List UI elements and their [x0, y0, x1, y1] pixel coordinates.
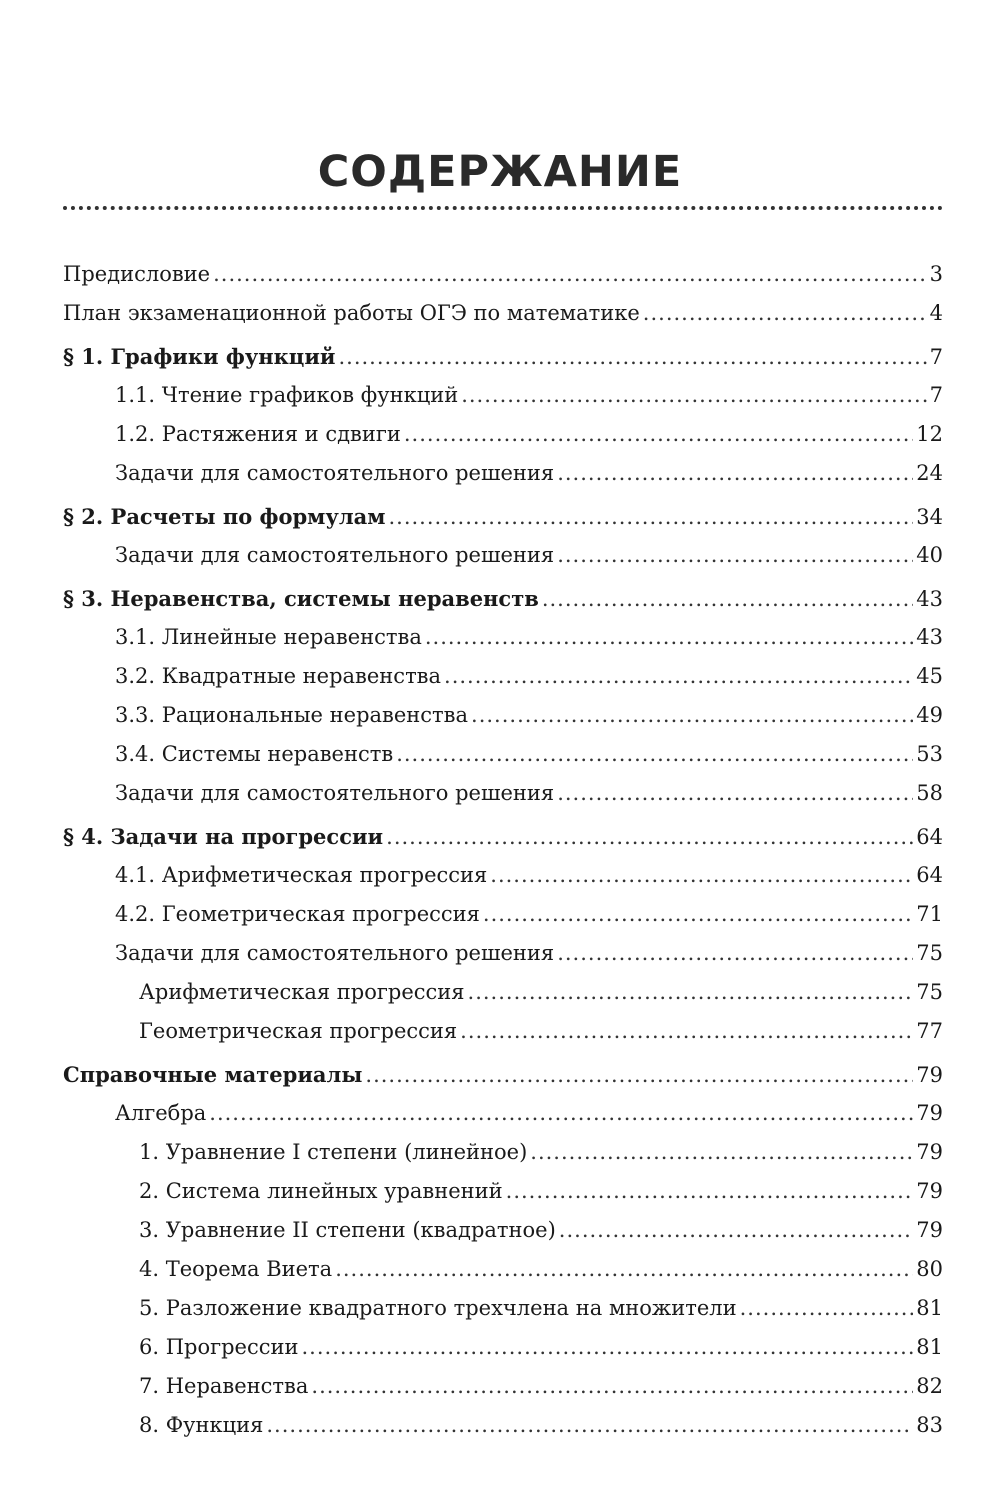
table-of-contents — [63, 262, 943, 1452]
toc-entry-page-number: 79 — [916, 1179, 943, 1203]
toc-entry[interactable] — [63, 1062, 943, 1101]
toc-entry[interactable] — [63, 625, 943, 664]
toc-entry[interactable] — [63, 1101, 943, 1140]
toc-entry-page-number: 80 — [916, 1257, 943, 1281]
toc-entry-title: План экзаменационной работы ОГЭ по математике — [63, 301, 640, 325]
toc-entry-title: Арифметическая прогрессия — [139, 980, 465, 1004]
toc-entry-title: § 3. Неравенства, системы неравенств — [63, 586, 539, 611]
toc-entry-page-number: 43 — [916, 587, 943, 611]
toc-entry[interactable] — [63, 1140, 943, 1179]
toc-entry[interactable] — [63, 1179, 943, 1218]
toc-entry-page-number: 34 — [916, 505, 943, 529]
toc-entry-title: 1.2. Растяжения и сдвиги — [115, 422, 401, 446]
dot-leader — [557, 781, 913, 805]
toc-entry-title: 4.1. Арифметическая прогрессия — [115, 863, 488, 887]
toc-entry-page-number: 49 — [916, 703, 943, 727]
toc-entry-page-number: 81 — [916, 1335, 943, 1359]
toc-entry-page-number: 64 — [916, 863, 943, 887]
dot-leader — [530, 1140, 913, 1164]
toc-entry-page-number: 79 — [916, 1063, 943, 1087]
toc-entry-title: Справочные материалы — [63, 1062, 363, 1087]
dot-leader — [338, 345, 926, 369]
toc-entry-title: 3. Уравнение II степени (квадратное) — [139, 1218, 556, 1242]
dot-leader — [302, 1335, 914, 1359]
toc-entry[interactable] — [63, 383, 943, 422]
toc-entry[interactable] — [63, 504, 943, 543]
toc-entry[interactable] — [63, 742, 943, 781]
dot-leader — [311, 1374, 913, 1398]
toc-entry-page-number: 64 — [916, 825, 943, 849]
dot-leader — [213, 262, 927, 286]
toc-entry[interactable] — [63, 1019, 943, 1058]
toc-entry-title: 3.1. Линейные неравенства — [115, 625, 422, 649]
toc-entry[interactable] — [63, 262, 943, 301]
toc-entry-title: 8. Функция — [139, 1413, 264, 1437]
toc-entry-title: § 1. Графики функций — [63, 344, 336, 369]
toc-entry[interactable] — [63, 902, 943, 941]
dot-leader — [404, 422, 913, 446]
toc-entry-title: Алгебра — [115, 1101, 207, 1125]
toc-entry-page-number: 77 — [916, 1019, 943, 1043]
dot-leader — [557, 461, 913, 485]
dot-leader — [557, 941, 913, 965]
toc-entry[interactable] — [63, 422, 943, 461]
toc-entry[interactable] — [63, 941, 943, 980]
dot-leader — [643, 301, 927, 325]
toc-entry-page-number: 43 — [916, 625, 943, 649]
toc-entry[interactable] — [63, 980, 943, 1019]
dotted-divider — [63, 206, 943, 210]
toc-entry[interactable] — [63, 543, 943, 582]
toc-entry-page-number: 7 — [929, 345, 943, 369]
toc-entry-title: Задачи для самостоятельного решения — [115, 941, 555, 965]
toc-entry[interactable] — [63, 1257, 943, 1296]
dot-leader — [559, 1218, 913, 1242]
toc-entry-title: § 4. Задачи на прогрессии — [63, 824, 384, 849]
toc-entry-title: Предисловие — [63, 262, 211, 286]
toc-entry-title: 3.3. Рациональные неравенства — [115, 703, 469, 727]
toc-entry-page-number: 4 — [929, 301, 943, 325]
dot-leader — [542, 587, 913, 611]
toc-entry-page-number: 79 — [916, 1101, 943, 1125]
toc-entry-page-number: 75 — [916, 980, 943, 1004]
toc-entry-title: Задачи для самостоятельного решения — [115, 461, 555, 485]
toc-entry[interactable] — [63, 1413, 943, 1452]
dot-leader — [740, 1296, 914, 1320]
toc-entry-page-number: 40 — [916, 543, 943, 567]
toc-entry[interactable] — [63, 461, 943, 500]
toc-entry-title: 4. Теорема Виета — [139, 1257, 333, 1281]
toc-entry-page-number: 3 — [929, 262, 943, 286]
dot-leader — [557, 543, 913, 567]
dot-leader — [266, 1413, 913, 1437]
toc-entry[interactable] — [63, 1218, 943, 1257]
dot-leader — [490, 863, 913, 887]
dot-leader — [335, 1257, 913, 1281]
toc-entry-title: 3.2. Квадратные неравенства — [115, 664, 442, 688]
toc-entry-title: § 2. Расчеты по формулам — [63, 504, 386, 529]
toc-entry-title: 3.4. Системы неравенств — [115, 742, 394, 766]
toc-entry[interactable] — [63, 824, 943, 863]
toc-entry-title: Задачи для самостоятельного решения — [115, 543, 555, 567]
dot-leader — [388, 505, 913, 529]
toc-entry[interactable] — [63, 664, 943, 703]
toc-entry-page-number: 79 — [916, 1218, 943, 1242]
toc-entry-page-number: 79 — [916, 1140, 943, 1164]
dot-leader — [460, 1019, 913, 1043]
dot-leader — [471, 703, 913, 727]
toc-entry[interactable] — [63, 781, 943, 820]
toc-entry-page-number: 12 — [916, 422, 943, 446]
toc-entry[interactable] — [63, 344, 943, 383]
toc-entry-page-number: 81 — [916, 1296, 943, 1320]
toc-entry-title: 7. Неравенства — [139, 1374, 309, 1398]
toc-entry[interactable] — [63, 703, 943, 742]
dot-leader — [425, 625, 913, 649]
dot-leader — [483, 902, 913, 926]
toc-entry-title: 5. Разложение квадратного трехчлена на множители — [139, 1296, 737, 1320]
toc-entry-title: 1. Уравнение I степени (линейное) — [139, 1140, 528, 1164]
toc-entry-page-number: 24 — [916, 461, 943, 485]
toc-entry[interactable] — [63, 586, 943, 625]
toc-entry[interactable] — [63, 863, 943, 902]
toc-entry-title: Геометрическая прогрессия — [139, 1019, 458, 1043]
toc-entry[interactable] — [63, 301, 943, 340]
toc-entry-page-number: 71 — [916, 902, 943, 926]
dot-leader — [386, 825, 913, 849]
dot-leader — [468, 980, 914, 1004]
page-title: СОДЕРЖАНИЕ — [317, 146, 683, 197]
toc-entry-page-number: 7 — [929, 383, 943, 407]
toc-entry-page-number: 53 — [916, 742, 943, 766]
toc-entry-page-number: 58 — [916, 781, 943, 805]
dot-leader — [209, 1101, 913, 1125]
toc-entry-page-number: 82 — [916, 1374, 943, 1398]
toc-entry-title: 1.1. Чтение графиков функций — [115, 383, 459, 407]
dot-leader — [506, 1179, 914, 1203]
toc-entry[interactable] — [63, 1374, 943, 1413]
toc-entry-page-number: 75 — [916, 941, 943, 965]
toc-entry-title: 6. Прогрессии — [139, 1335, 299, 1359]
toc-entry-title: 4.2. Геометрическая прогрессия — [115, 902, 480, 926]
toc-entry[interactable] — [63, 1335, 943, 1374]
dot-leader — [444, 664, 913, 688]
dot-leader — [365, 1063, 913, 1087]
toc-entry-page-number: 83 — [916, 1413, 943, 1437]
toc-entry-title: 2. Система линейных уравнений — [139, 1179, 503, 1203]
toc-entry-title: Задачи для самостоятельного решения — [115, 781, 555, 805]
dot-leader — [461, 383, 926, 407]
toc-entry[interactable] — [63, 1296, 943, 1335]
dot-leader — [396, 742, 913, 766]
toc-entry-page-number: 45 — [916, 664, 943, 688]
